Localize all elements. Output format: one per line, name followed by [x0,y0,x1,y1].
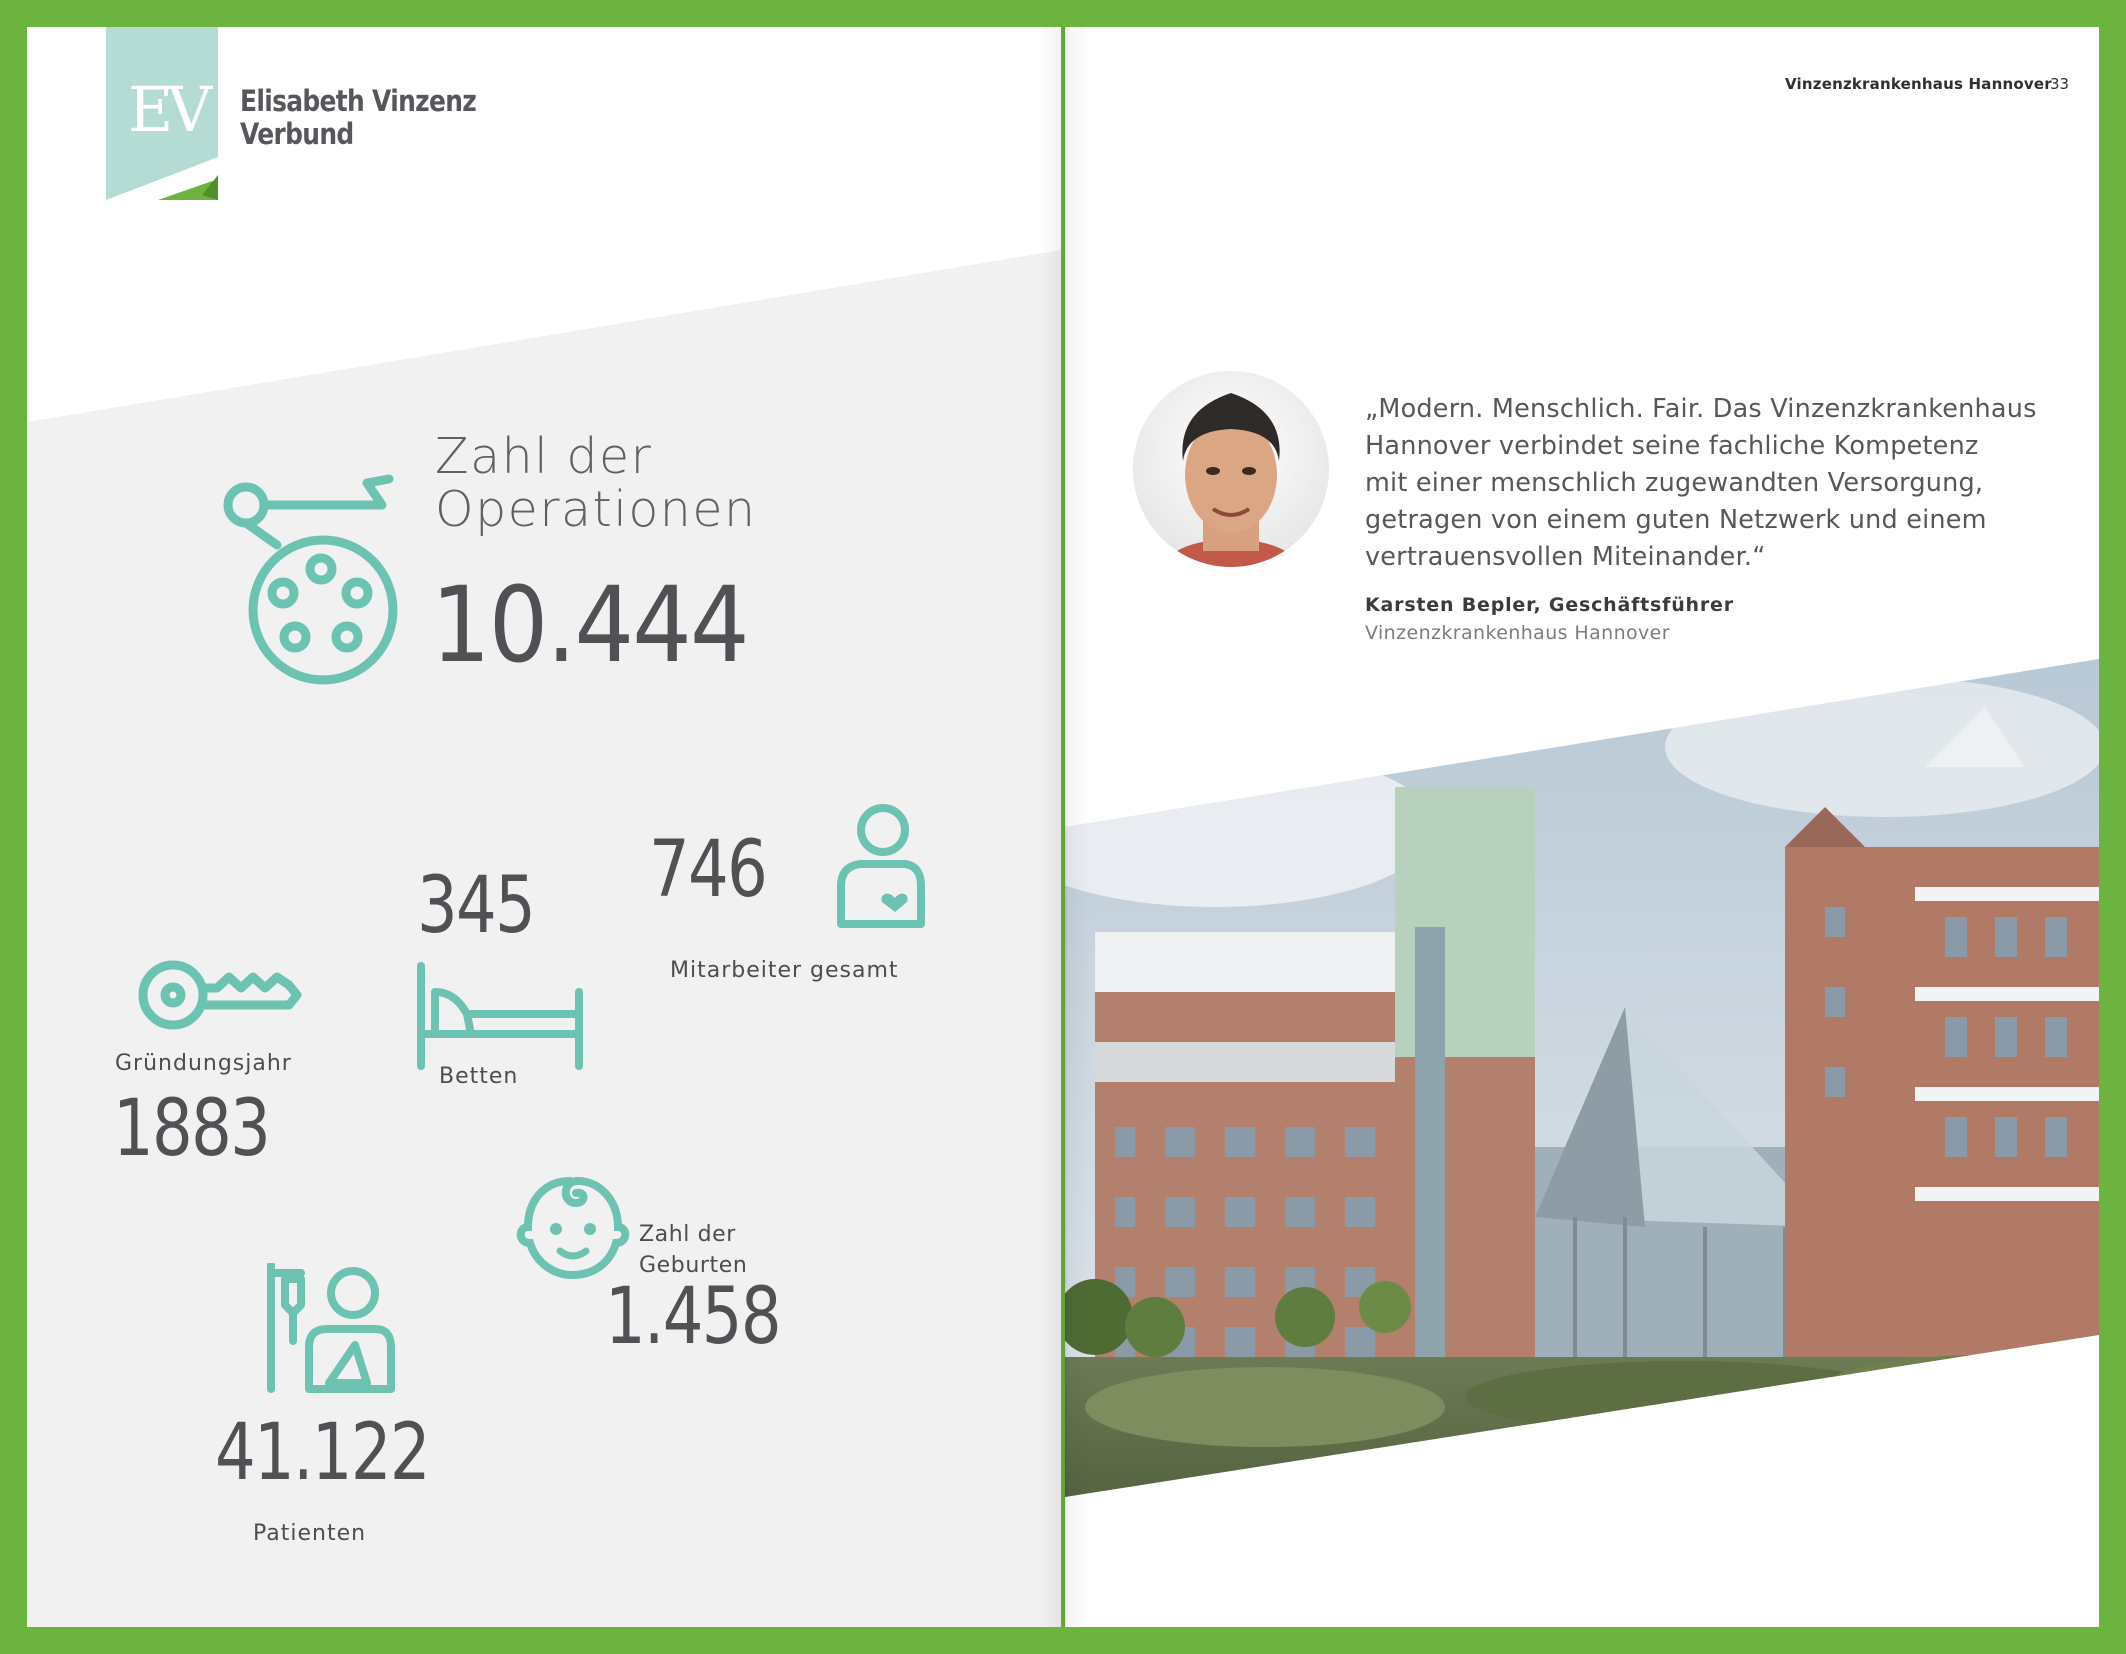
key-icon [137,955,307,1035]
page-number: 33 [2050,75,2070,93]
logo-name-line1: Elisabeth Vinzenz [240,84,477,118]
hospital-building-photo [1065,27,2099,1627]
logo-name-line2: Verbund [240,117,354,151]
staff-value: 746 [649,825,767,915]
beds-label: Betten [439,1064,519,1089]
author-org: Vinzenzkrankenhaus Hannover [1365,622,1670,644]
patients-value: 41.122 [215,1408,429,1498]
left-page [27,27,1061,1627]
operations-label [435,430,757,536]
operations-value: 10.444 [431,564,748,686]
bed-icon [415,962,585,1072]
author-name: Karsten Bepler, Geschäftsführer [1365,594,1734,616]
patients-label: Patienten [253,1521,367,1546]
founded-label: Gründungsjahr [115,1051,292,1076]
births-label-line1: Zahl der [639,1222,736,1247]
quote-line-5: vertrauensvollen Miteinander.“ [1365,542,1766,572]
beds-value: 345 [417,861,535,951]
logo-monogram: EV [127,73,207,146]
founded-value: 1883 [113,1084,270,1174]
patient-iv-icon [267,1263,397,1393]
baby-face-icon [514,1171,634,1281]
quote-line-1: „Modern. Menschlich. Fair. Das Vinzenzkrankenhaus [1365,394,2037,424]
quote-line-3: mit einer menschlich zugewandten Versorgung, [1365,468,1984,498]
staff-label: Mitarbeiter gesamt [670,958,899,983]
surgery-light-icon [217,447,417,697]
quote-line-4: getragen von einem guten Netzwerk und einem [1365,505,1987,535]
births-label-line2: Geburten [639,1253,748,1278]
right-page [1065,27,2099,1627]
operations-label-line2: Operationen [435,481,757,538]
births-value: 1.458 [605,1272,780,1362]
quote-line-2: Hannover verbindet seine fachliche Kompetenz [1365,431,1979,461]
operations-label-line1: Zahl der [435,428,653,485]
caregiver-heart-icon [835,802,925,930]
header-title: Vinzenzkrankenhaus Hannover [1785,75,2052,93]
